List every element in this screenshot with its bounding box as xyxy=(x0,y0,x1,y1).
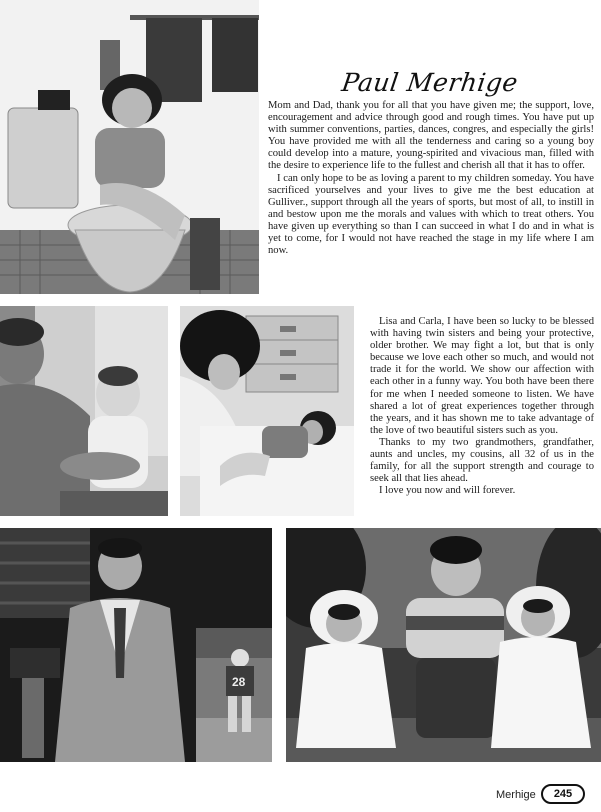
father-holding-baby-photo xyxy=(0,306,168,516)
paragraph: I love you now and will forever. xyxy=(379,485,516,497)
main-text-column xyxy=(268,100,594,257)
paragraph: Lisa and Carla, I have been so lucky to be blessed with having twin sisters and being your protective, older brother. We may fight a lot, but that is only because we love each other so much, and would not trade it for the world. We show our affection with each other in a funny way. You both have been there for me when I needed someone to listen. We have shared a lot of great experiences together through the years, and it has shown me to take advantage of the love of two beautiful sisters such as you. xyxy=(370,316,594,436)
svg-text:28: 28 xyxy=(232,675,246,689)
paragraph: Mom and Dad, thank you for all that you have given me; the support, love, encouragement and advice through good and rough times. You have put up with summer conventions, parties, dances, congres, and especially the girls! You have provided me with all the tenderness and caring so a young boy could develop into a mature, young-spirited and vivacious man, filled with the desire to experience life to the fullest and cherish all that it has to offer. xyxy=(268,100,594,172)
page-number-badge: 245 xyxy=(541,784,585,804)
mother-changing-baby-photo xyxy=(180,306,354,516)
football-player-photo xyxy=(196,628,272,762)
page-title: Paul Merhige xyxy=(339,68,520,97)
paragraph: I can only hope to be as loving a parent to my children someday. You have sacrificed yourselves and your lives to give me the best education at Gulliver., support through all the years of sports, but most of all, to instill in and bestow upon me the morals and values with which to treat others. You have given up everything so than I can succeed in what I do and in what is yet to come, for I would not have reached the stage in my life where I am now. xyxy=(268,172,594,257)
toddler-on-toilet-photo xyxy=(0,0,259,294)
footer-name: Merhige xyxy=(496,789,536,801)
side-text-column xyxy=(370,316,594,497)
boy-with-twin-sisters-photo xyxy=(286,528,601,762)
paragraph: Thanks to my two grandmothers, grandfather, aunts and uncles, my cousins, all 32 of us in the family, for all the support strength and courage to seek all that lies ahead. xyxy=(370,436,594,485)
